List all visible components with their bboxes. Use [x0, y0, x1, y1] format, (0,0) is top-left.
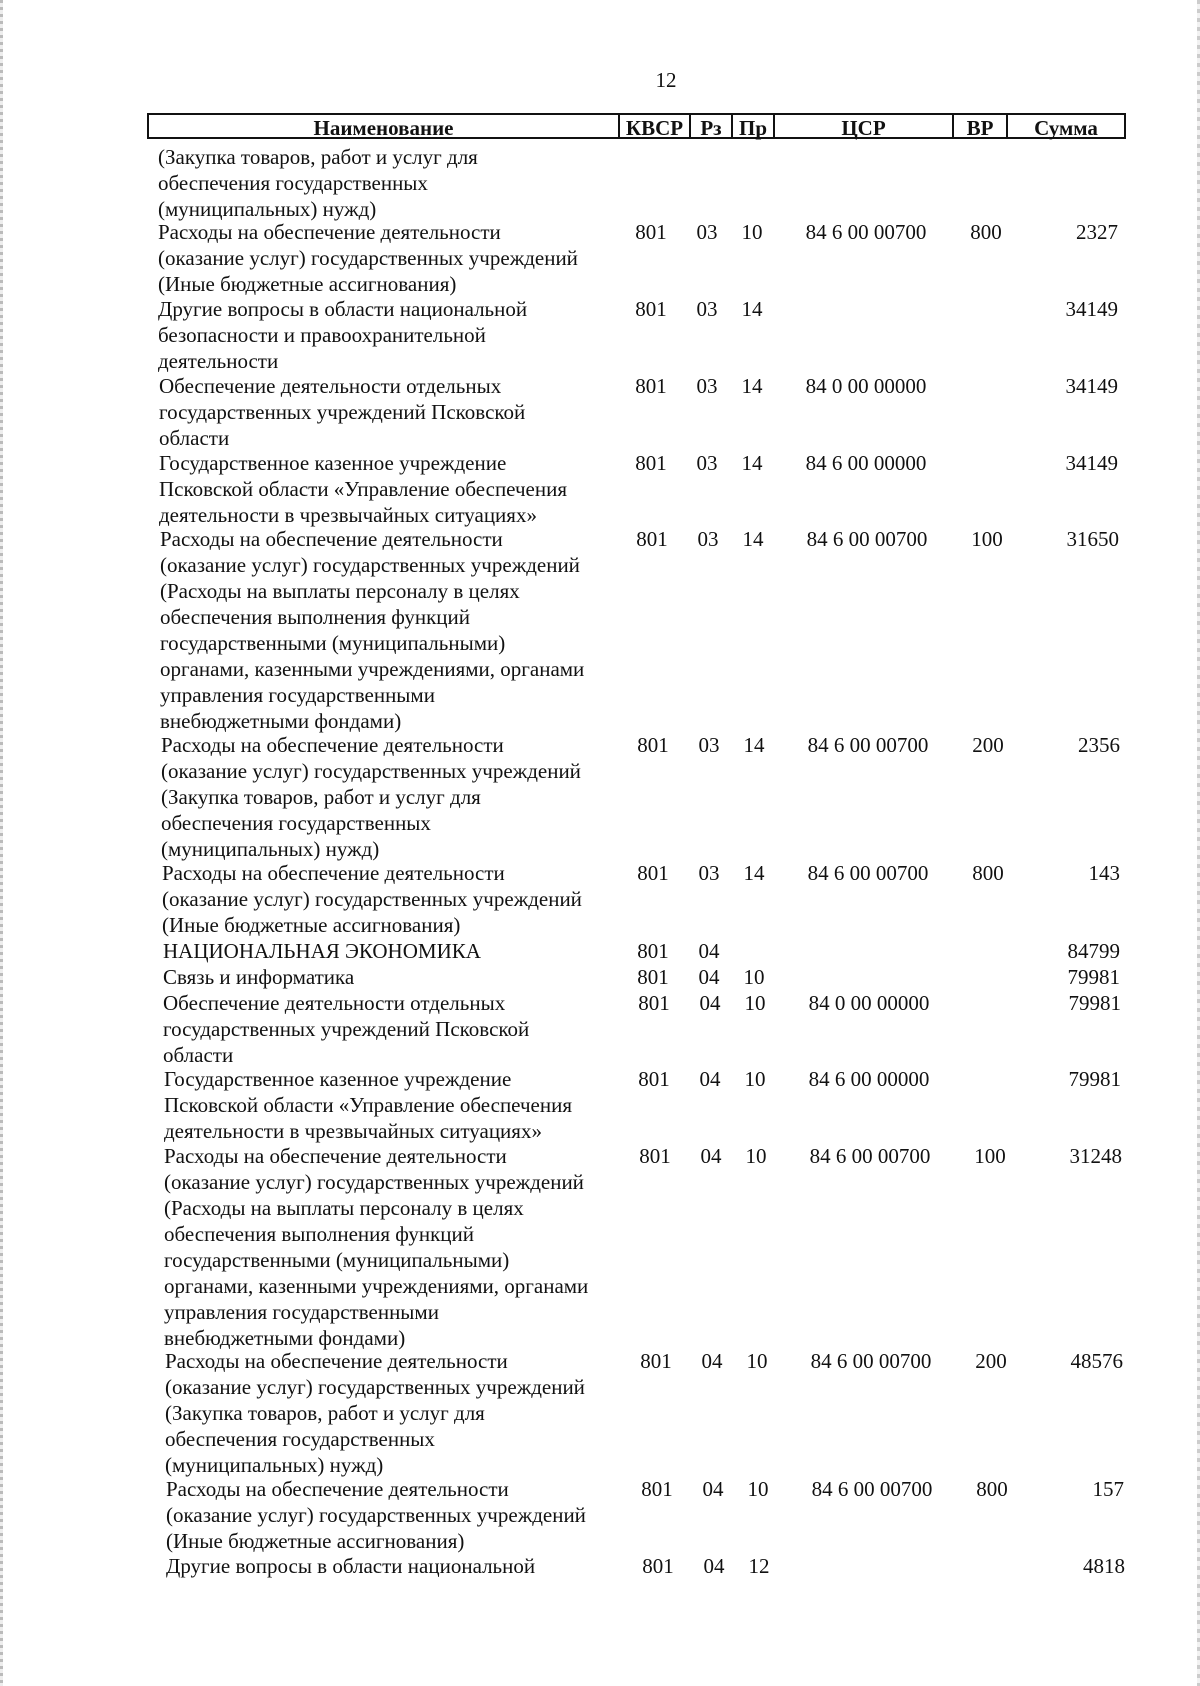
cell-vr: 800: [976, 1477, 1008, 1501]
cell-csr: 84 6 00 00700: [809, 1144, 931, 1168]
row-name-line: обеспечения государственных: [158, 171, 428, 195]
cell-kvsr: 801: [635, 374, 667, 398]
cell-kvsr: 801: [637, 733, 669, 757]
row-name-line: Государственное казенное учреждение: [159, 451, 507, 475]
row-name: [164, 1143, 588, 1351]
cell-pr: 10: [741, 220, 763, 244]
cell-rz: 04: [698, 965, 720, 989]
header-vr: ВР: [966, 116, 994, 140]
cell-sum: 34149: [1065, 374, 1118, 398]
row-name-line: управления государственными: [164, 1300, 439, 1324]
cell-kvsr: 801: [639, 1144, 671, 1168]
cell-vr: 200: [972, 733, 1004, 757]
cell-sum: 4818: [1083, 1554, 1125, 1578]
row-name-line: государственных учреждений Псковской: [163, 1017, 530, 1041]
cell-sum: 31650: [1066, 527, 1119, 551]
cell-csr: 84 6 00 00700: [807, 733, 929, 757]
cell-sum: 79981: [1068, 991, 1121, 1015]
page-number: 12: [655, 68, 677, 92]
cell-pr: 12: [748, 1554, 770, 1578]
cell-pr: 10: [744, 991, 766, 1015]
row-name-line: НАЦИОНАЛЬНАЯ ЭКОНОМИКА: [163, 939, 481, 963]
row-name-line: Расходы на обеспечение деятельности: [162, 861, 505, 885]
row-name-line: государственными (муниципальными): [164, 1248, 510, 1272]
row-name-line: Государственное казенное учреждение: [164, 1067, 512, 1091]
cell-csr: 84 0 00 00000: [808, 991, 930, 1015]
row-name-line: деятельности в чрезвычайных ситуациях»: [164, 1119, 542, 1143]
row-name-line: (муниципальных) нужд): [165, 1453, 384, 1477]
cell-pr: 14: [741, 297, 763, 321]
cell-vr: 800: [970, 220, 1002, 244]
cell-pr: 14: [743, 733, 765, 757]
scan-edge-left: [0, 0, 3, 1686]
cell-sum: 79981: [1068, 1067, 1121, 1091]
cell-rz: 04: [700, 1144, 722, 1168]
row-name-line: (Расходы на выплаты персоналу в целях: [164, 1196, 524, 1220]
row-name: [161, 732, 581, 862]
cell-rz: 03: [696, 220, 718, 244]
row-name-line: области: [159, 426, 230, 450]
cell-rz: 04: [698, 939, 720, 963]
cell-rz: 04: [701, 1349, 723, 1373]
cell-kvsr: 801: [641, 1477, 673, 1501]
row-name-line: области: [163, 1043, 234, 1067]
row-name-line: (муниципальных) нужд): [161, 837, 380, 861]
row-name-line: Другие вопросы в области национальной: [158, 297, 528, 321]
row-name: [159, 450, 567, 528]
cell-rz: 04: [699, 1067, 721, 1091]
cell-rz: 03: [698, 733, 720, 757]
row-name-line: (Закупка товаров, работ и услуг для: [165, 1401, 485, 1425]
cell-pr: 14: [741, 374, 763, 398]
cell-kvsr: 801: [638, 991, 670, 1015]
cell-pr: 10: [746, 1349, 768, 1373]
row-name-line: (оказание услуг) государственных учреждений: [160, 553, 580, 577]
cell-sum: 31248: [1069, 1144, 1122, 1168]
row-name: [159, 373, 525, 451]
row-name-line: Расходы на обеспечение деятельности: [158, 220, 501, 244]
cell-sum: 2327: [1076, 220, 1118, 244]
cell-sum: 34149: [1065, 451, 1118, 475]
row-name-line: обеспечения государственных: [161, 811, 431, 835]
cell-vr: 100: [974, 1144, 1006, 1168]
row-name-line: управления государственными: [160, 683, 435, 707]
row-name: [160, 526, 584, 734]
cell-csr: 84 6 00 00700: [810, 1349, 932, 1373]
cell-rz: 03: [697, 527, 719, 551]
row-name-line: безопасности и правоохранительной: [158, 323, 486, 347]
row-name-line: Расходы на обеспечение деятельности: [166, 1477, 509, 1501]
header-csr: ЦСР: [841, 116, 886, 140]
row-name-line: Другие вопросы в области национальной: [166, 1554, 536, 1578]
row-name-line: деятельности: [158, 349, 279, 373]
cell-sum: 34149: [1065, 297, 1118, 321]
header-pr: Пр: [738, 116, 767, 140]
row-name-line: (Иные бюджетные ассигнования): [166, 1529, 465, 1553]
row-name-line: Псковской области «Управление обеспечения: [164, 1093, 573, 1117]
cell-pr: 10: [744, 1067, 766, 1091]
cell-csr: 84 6 00 00000: [808, 1067, 930, 1091]
cell-sum: 48576: [1070, 1349, 1123, 1373]
row-name-line: (муниципальных) нужд): [158, 197, 377, 221]
row-name-line: (оказание услуг) государственных учреждений: [162, 887, 582, 911]
cell-kvsr: 801: [637, 939, 669, 963]
cell-kvsr: 801: [636, 527, 668, 551]
cell-kvsr: 801: [635, 297, 667, 321]
cell-sum: 143: [1088, 861, 1120, 885]
cell-csr: 84 6 00 00700: [805, 220, 927, 244]
cell-csr: 84 6 00 00700: [807, 861, 929, 885]
cell-csr: 84 6 00 00700: [811, 1477, 933, 1501]
row-name: [158, 219, 578, 297]
cell-rz: 04: [702, 1477, 724, 1501]
row-name-line: Связь и информатика: [163, 965, 355, 989]
cell-pr: 14: [743, 861, 765, 885]
cell-kvsr: 801: [638, 1067, 670, 1091]
row-name-line: государственных учреждений Псковской: [159, 400, 526, 424]
row-name-line: (оказание услуг) государственных учреждений: [161, 759, 581, 783]
cell-pr: 10: [743, 965, 765, 989]
row-name-line: Расходы на обеспечение деятельности: [164, 1144, 507, 1168]
row-name-line: государственными (муниципальными): [160, 631, 506, 655]
cell-rz: 03: [696, 374, 718, 398]
cell-sum: 2356: [1078, 733, 1120, 757]
row-name-line: (Иные бюджетные ассигнования): [162, 913, 461, 937]
header-name: Наименование: [313, 116, 454, 140]
row-name-line: (оказание услуг) государственных учреждений: [158, 246, 578, 270]
cell-vr: 200: [975, 1349, 1007, 1373]
cell-vr: 100: [971, 527, 1003, 551]
row-name-line: Расходы на обеспечение деятельности: [165, 1349, 508, 1373]
row-name-line: Расходы на обеспечение деятельности: [161, 733, 504, 757]
row-name-line: внебюджетными фондами): [164, 1326, 406, 1350]
row-name: [158, 296, 527, 374]
row-name-line: органами, казенными учреждениями, органами: [164, 1274, 589, 1298]
row-name: [162, 860, 582, 938]
cell-pr: 14: [741, 451, 763, 475]
cell-kvsr: 801: [642, 1554, 674, 1578]
row-name-line: обеспечения выполнения функций: [160, 605, 471, 629]
row-name-line: (оказание услуг) государственных учреждений: [164, 1170, 584, 1194]
cell-rz: 03: [698, 861, 720, 885]
row-name-line: Обеспечение деятельности отдельных: [163, 991, 506, 1015]
table-header: [147, 113, 1126, 139]
row-name: [163, 990, 529, 1068]
header-rz: Рз: [700, 116, 722, 140]
cell-csr: 84 6 00 00700: [806, 527, 928, 551]
header-sum: Сумма: [1034, 116, 1098, 140]
row-name-line: (Закупка товаров, работ и услуг для: [161, 785, 481, 809]
cell-rz: 04: [703, 1554, 725, 1578]
cell-pr: 10: [745, 1144, 767, 1168]
cell-csr: 84 0 00 00000: [805, 374, 927, 398]
row-name-line: (Расходы на выплаты персоналу в целях: [160, 579, 520, 603]
row-name-line: обеспечения государственных: [165, 1427, 435, 1451]
cell-pr: 14: [742, 527, 764, 551]
row-name-line: Псковской области «Управление обеспечения: [159, 477, 568, 501]
row-name-line: обеспечения выполнения функций: [164, 1222, 475, 1246]
row-name-line: (Закупка товаров, работ и услуг для: [158, 145, 478, 169]
cell-kvsr: 801: [635, 451, 667, 475]
row-name: [163, 938, 481, 964]
row-name-line: Расходы на обеспечение деятельности: [160, 527, 503, 551]
cell-pr: 10: [747, 1477, 769, 1501]
cell-sum: 79981: [1067, 965, 1120, 989]
cell-sum: 157: [1092, 1477, 1124, 1501]
row-name: [166, 1476, 586, 1554]
cell-kvsr: 801: [637, 965, 669, 989]
row-name-line: Обеспечение деятельности отдельных: [159, 374, 502, 398]
row-name-line: (Иные бюджетные ассигнования): [158, 272, 457, 296]
row-name: [166, 1553, 535, 1579]
cell-kvsr: 801: [637, 861, 669, 885]
row-name-line: (оказание услуг) государственных учреждений: [165, 1375, 585, 1399]
cell-rz: 04: [699, 991, 721, 1015]
cell-rz: 03: [696, 451, 718, 475]
cell-csr: 84 6 00 00000: [805, 451, 927, 475]
row-name-line: (оказание услуг) государственных учреждений: [166, 1503, 586, 1527]
cell-kvsr: 801: [635, 220, 667, 244]
row-name: [163, 964, 354, 990]
row-name-line: внебюджетными фондами): [160, 709, 402, 733]
header-kvsr: КВСР: [625, 116, 684, 140]
cell-rz: 03: [696, 297, 718, 321]
cell-vr: 800: [972, 861, 1004, 885]
cell-sum: 84799: [1067, 939, 1120, 963]
row-name: [158, 144, 478, 222]
row-name-line: деятельности в чрезвычайных ситуациях»: [159, 503, 537, 527]
cell-kvsr: 801: [640, 1349, 672, 1373]
row-name: [165, 1348, 585, 1478]
row-name: [164, 1066, 572, 1144]
row-name-line: органами, казенными учреждениями, органами: [160, 657, 585, 681]
